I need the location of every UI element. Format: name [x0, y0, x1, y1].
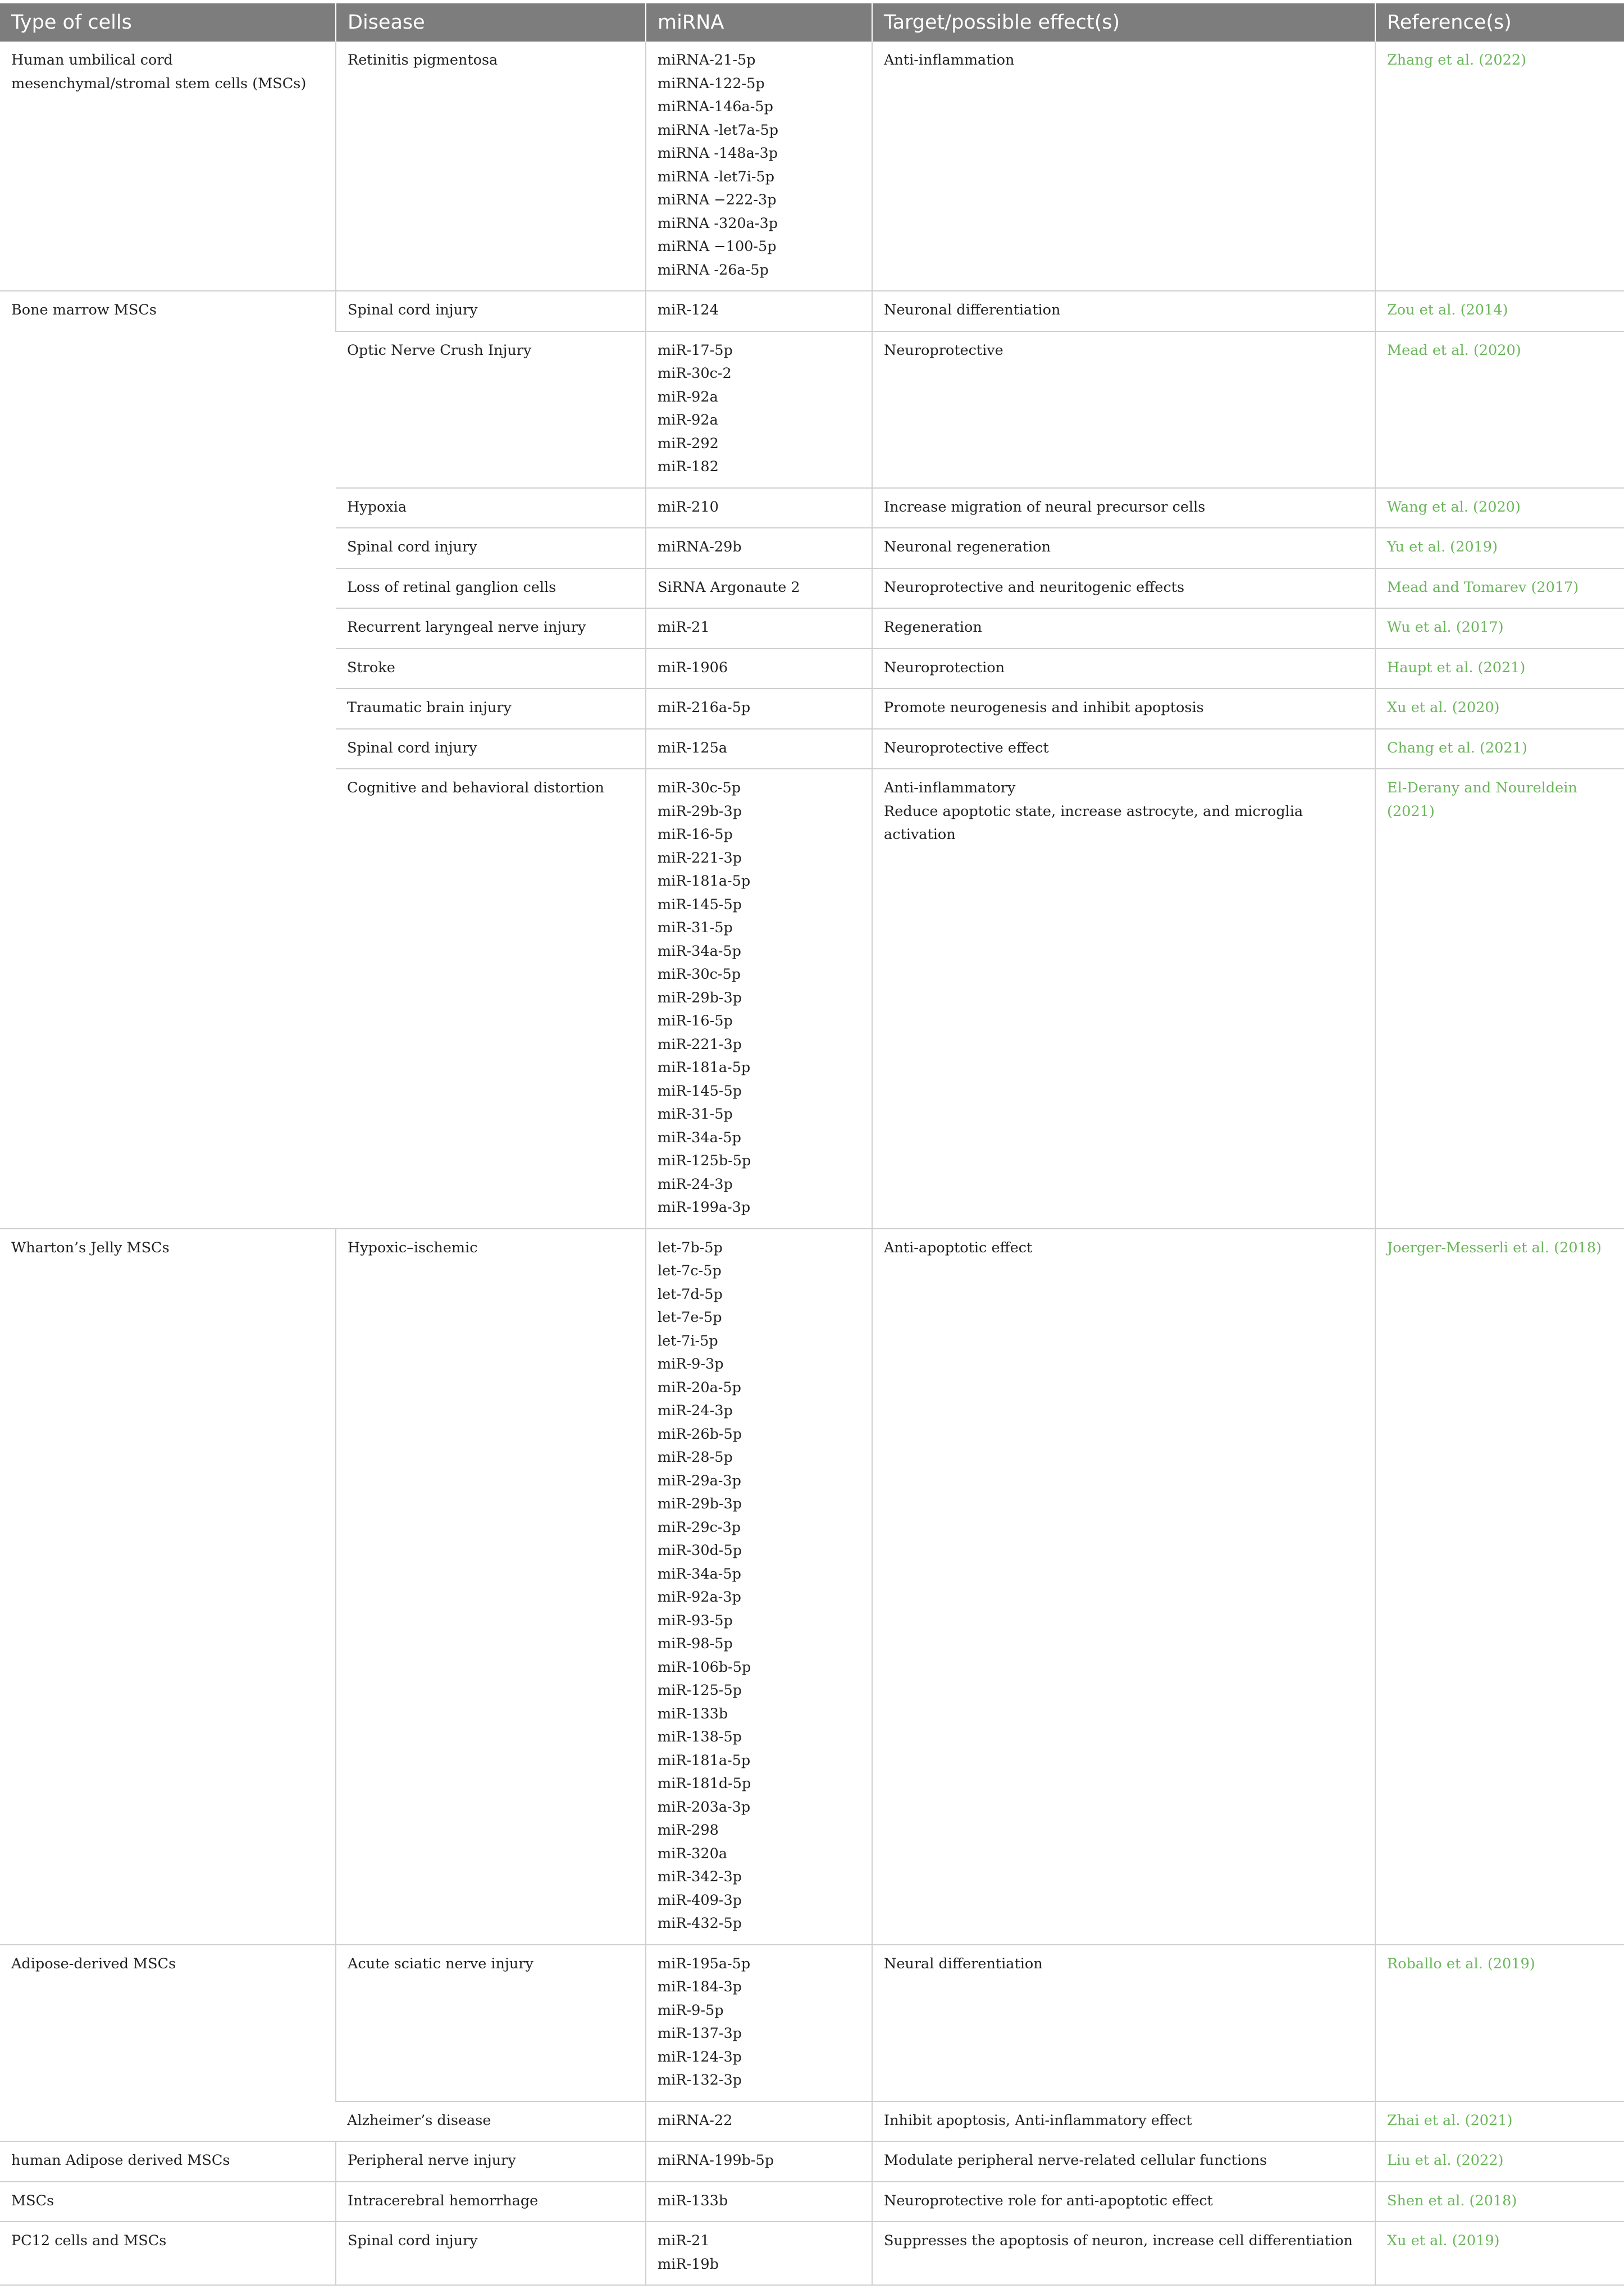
- mirna-entry: miR-182: [658, 458, 719, 475]
- cell-mirna: [646, 42, 872, 291]
- mirna-entry: miR-30c-5p: [658, 966, 741, 983]
- reference-link[interactable]: Chang et al. (2021): [1387, 739, 1527, 756]
- mirna-entry: miR-9-3p: [658, 1356, 724, 1373]
- cell-reference: [1375, 2182, 1624, 2222]
- mirna-entry: miRNA -148a-3p: [658, 145, 778, 162]
- cell-type-of-cells: Adipose-derived MSCs: [0, 1945, 336, 2142]
- cell-target-effect: [872, 528, 1375, 568]
- cell-reference: [1375, 608, 1624, 649]
- cell-disease: Hypoxia: [336, 488, 646, 528]
- cell-disease: Traumatic brain injury: [336, 688, 646, 729]
- mirna-entry: miR-221-3p: [658, 849, 742, 867]
- mirna-entry: miR-92a-3p: [658, 1589, 741, 1606]
- mirna-entry: miRNA -320a-3p: [658, 215, 778, 232]
- mirna-entry: miR-31-5p: [658, 1106, 733, 1123]
- mirna-entry: let-7e-5p: [658, 1309, 722, 1326]
- mirna-entry: let-7b-5p: [658, 1239, 723, 1256]
- table-header: [0, 3, 1624, 42]
- effect-line: Inhibit apoptosis, Anti-inflammatory effect: [884, 2112, 1192, 2129]
- header-references: Reference(s): [1375, 3, 1624, 42]
- cell-type-of-cells: Human umbilical cord mesenchymal/stromal stem cells (MSCs): [0, 42, 336, 291]
- reference-link[interactable]: Roballo et al. (2019): [1387, 1955, 1535, 1972]
- mirna-entry: miR-292: [658, 435, 719, 452]
- mirna-entry: miR-145-5p: [658, 896, 742, 913]
- mirna-entry: miR-92a: [658, 412, 718, 428]
- cell-disease: Loss of retinal ganglion cells: [336, 568, 646, 609]
- mirna-entry: miR-26b-5p: [658, 1425, 742, 1443]
- table-row: [0, 1229, 1624, 1945]
- cell-target-effect: [872, 2101, 1375, 2142]
- mirna-entry: miR-9-5p: [658, 2001, 724, 2019]
- mirna-entry: miR-298: [658, 1822, 719, 1839]
- mirna-entry: miR-16-5p: [658, 1013, 733, 1029]
- cell-disease: Spinal cord injury: [336, 729, 646, 769]
- mirna-entry: miR-133b: [658, 1705, 728, 1722]
- cell-reference: [1375, 488, 1624, 528]
- mirna-entry: miR-29b-3p: [658, 1495, 742, 1512]
- mirna-entry: miR-30c-2: [658, 365, 732, 382]
- cell-reference: [1375, 42, 1624, 291]
- mirna-entry: miR-342-3p: [658, 1868, 742, 1885]
- mirna-entry: miR-17-5p: [658, 341, 733, 359]
- effect-line: Increase migration of neural precursor cells: [884, 498, 1206, 516]
- cell-target-effect: [872, 2141, 1375, 2182]
- effect-line: Neuronal regeneration: [884, 539, 1051, 555]
- reference-link[interactable]: Zhang et al. (2022): [1387, 52, 1527, 69]
- mirna-entry: miR-24-3p: [658, 1175, 733, 1193]
- cell-target-effect: [872, 42, 1375, 291]
- mirna-entry: miR-92a: [658, 388, 718, 405]
- mirna-entry: miR-124: [658, 302, 719, 318]
- cell-target-effect: [872, 568, 1375, 609]
- mirna-entry: miR-34a-5p: [658, 1565, 741, 1583]
- effect-line: Anti-inflammation: [884, 52, 1015, 69]
- cell-mirna: [646, 528, 872, 568]
- cell-disease: Stroke: [336, 649, 646, 689]
- mirna-entry: miR-216a-5p: [658, 699, 751, 716]
- mirna-entry: miR-432-5p: [658, 1915, 742, 1932]
- cell-reference: [1375, 528, 1624, 568]
- cell-mirna: [646, 2222, 872, 2285]
- mirna-entry: miR-93-5p: [658, 1612, 733, 1629]
- cell-disease: Acute sciatic nerve injury: [336, 1945, 646, 2101]
- mirna-entry: miR-132-3p: [658, 2072, 742, 2089]
- cell-target-effect: [872, 291, 1375, 331]
- reference-link[interactable]: Mead et al. (2020): [1387, 341, 1521, 359]
- cell-mirna: [646, 608, 872, 649]
- cell-reference: [1375, 2101, 1624, 2142]
- reference-link[interactable]: Zhai et al. (2021): [1387, 2112, 1513, 2129]
- cell-disease: Retinitis pigmentosa: [336, 42, 646, 291]
- reference-link[interactable]: Zou et al. (2014): [1387, 302, 1508, 318]
- cell-disease: Hypoxic–ischemic: [336, 1229, 646, 1945]
- reference-link[interactable]: Yu et al. (2019): [1387, 539, 1498, 555]
- effect-line: Neuroprotective: [884, 341, 1003, 359]
- cell-mirna: [646, 291, 872, 331]
- cell-disease: Alzheimer’s disease: [336, 2101, 646, 2142]
- mirna-entry: miR-19b: [658, 2255, 719, 2273]
- mirna-entry: miR-181a-5p: [658, 1059, 751, 1076]
- reference-link[interactable]: El-Derany and Noureldein (2021): [1387, 779, 1577, 820]
- mirna-entry: miR-16-5p: [658, 826, 733, 843]
- cell-reference: [1375, 568, 1624, 609]
- cell-type-of-cells: Wharton’s Jelly MSCs: [0, 1229, 336, 1945]
- cell-target-effect: [872, 2222, 1375, 2285]
- mirna-entry: miR-29c-3p: [658, 1519, 741, 1536]
- reference-link[interactable]: Mead and Tomarev (2017): [1387, 578, 1579, 596]
- mirna-entry: let-7d-5p: [658, 1285, 723, 1303]
- mirna-entry: miRNA -let7a-5p: [658, 121, 779, 139]
- mirna-entry: miR-181a-5p: [658, 1752, 751, 1769]
- header-type-of-cells: Type of cells: [0, 3, 336, 42]
- cell-disease: Optic Nerve Crush Injury: [336, 331, 646, 488]
- cell-target-effect: [872, 608, 1375, 649]
- header-disease: Disease: [336, 3, 646, 42]
- mirna-entry: miRNA-29b: [658, 539, 742, 555]
- mirna-entry: miR-138-5p: [658, 1729, 742, 1745]
- cell-disease: Intracerebral hemorrhage: [336, 2182, 646, 2222]
- mirna-entry: miR-34a-5p: [658, 1129, 741, 1146]
- cell-disease: Cognitive and behavioral distortion: [336, 769, 646, 1229]
- reference-link[interactable]: Shen et al. (2018): [1387, 2192, 1517, 2209]
- reference-link[interactable]: Haupt et al. (2021): [1387, 659, 1526, 676]
- cell-reference: [1375, 1945, 1624, 2101]
- cell-reference: [1375, 2141, 1624, 2182]
- mirna-entry: miR-34a-5p: [658, 942, 741, 960]
- cell-mirna: [646, 649, 872, 689]
- cell-reference: [1375, 291, 1624, 331]
- cell-reference: [1375, 729, 1624, 769]
- cell-reference: [1375, 331, 1624, 488]
- mirna-entry: miR-124-3p: [658, 2048, 742, 2065]
- cell-mirna: [646, 2141, 872, 2182]
- table-row: [0, 42, 1624, 291]
- reference-link[interactable]: Xu et al. (2019): [1387, 2232, 1500, 2249]
- mirna-entry: miR-409-3p: [658, 1891, 742, 1909]
- cell-mirna: [646, 1945, 872, 2101]
- cell-type-of-cells: PC12 cells and MSCs: [0, 2222, 336, 2285]
- cell-reference: [1375, 2222, 1624, 2285]
- mirna-entry: miRNA-22: [658, 2112, 733, 2129]
- cell-target-effect: [872, 688, 1375, 729]
- cell-mirna: [646, 2101, 872, 2142]
- cell-type-of-cells: MSCs: [0, 2182, 336, 2222]
- mirna-entry: miR-221-3p: [658, 1036, 742, 1053]
- header-mirna: miRNA: [646, 3, 872, 42]
- mirna-entry: miR-199a-3p: [658, 1199, 751, 1216]
- effect-line: Reduce apoptotic state, increase astrocyte, and microglia activation: [884, 802, 1303, 843]
- cell-target-effect: [872, 2182, 1375, 2222]
- mirna-entry: miR-20a-5p: [658, 1379, 741, 1396]
- mirna-entry: miRNA −222-3p: [658, 191, 777, 208]
- mirna-entry: miR-1906: [658, 659, 728, 676]
- table-row: [0, 1945, 1624, 2101]
- cell-type-of-cells: human Adipose derived MSCs: [0, 2141, 336, 2182]
- mirna-entry: miR-181a-5p: [658, 873, 751, 890]
- reference-link[interactable]: Liu et al. (2022): [1387, 2152, 1504, 2169]
- mirna-entry: miR-29b-3p: [658, 802, 742, 820]
- header-row: [0, 3, 1624, 42]
- mirna-entry: miR-184-3p: [658, 1978, 742, 1995]
- cell-mirna: [646, 769, 872, 1229]
- cell-disease: Spinal cord injury: [336, 528, 646, 568]
- mirna-entry: miR-145-5p: [658, 1082, 742, 1100]
- mirna-entry: miR-203a-3p: [658, 1798, 751, 1816]
- cell-disease: Spinal cord injury: [336, 2222, 646, 2285]
- mirna-entry: miR-210: [658, 498, 719, 516]
- mirna-entry: miR-125-5p: [658, 1682, 742, 1699]
- header-target-effect: Target/possible effect(s): [872, 3, 1375, 42]
- effect-line: Anti-apoptotic effect: [884, 1239, 1033, 1256]
- mirna-entry: miR-106b-5p: [658, 1658, 751, 1676]
- cell-target-effect: [872, 1229, 1375, 1945]
- cell-reference: [1375, 769, 1624, 1229]
- mirna-entry: miRNA -26a-5p: [658, 261, 769, 279]
- table-row: [0, 291, 1624, 331]
- cell-type-of-cells: Bone marrow MSCs: [0, 291, 336, 1229]
- cell-reference: [1375, 688, 1624, 729]
- effect-line: Anti-inflammatory: [884, 779, 1016, 796]
- effect-line: Neuronal differentiation: [884, 302, 1061, 318]
- cell-mirna: [646, 1229, 872, 1945]
- mirna-entry: miRNA -let7i-5p: [658, 168, 775, 185]
- cell-mirna: [646, 568, 872, 609]
- cell-disease: Spinal cord injury: [336, 291, 646, 331]
- cell-reference: [1375, 649, 1624, 689]
- reference-link[interactable]: Wu et al. (2017): [1387, 619, 1504, 636]
- effect-line: Neural differentiation: [884, 1955, 1043, 1972]
- mirna-entry: miRNA-21-5p: [658, 52, 756, 69]
- mirna-entry: miR-133b: [658, 2192, 728, 2209]
- effect-line: Neuroprotective role for anti-apoptotic effect: [884, 2192, 1213, 2209]
- cell-mirna: [646, 488, 872, 528]
- effect-line: Neuroprotective and neuritogenic effects: [884, 578, 1185, 596]
- mirna-entry: miRNA-122-5p: [658, 75, 765, 92]
- mirna-entry: miR-29b-3p: [658, 989, 742, 1006]
- mirna-entry: miR-29a-3p: [658, 1472, 741, 1489]
- mirna-entry: miRNA-146a-5p: [658, 98, 773, 115]
- cell-mirna: [646, 331, 872, 488]
- table-row: [0, 2182, 1624, 2222]
- mirna-entry: miR-30d-5p: [658, 1542, 742, 1559]
- cell-disease: Peripheral nerve injury: [336, 2141, 646, 2182]
- cell-disease: Recurrent laryngeal nerve injury: [336, 608, 646, 649]
- effect-line: Regeneration: [884, 619, 982, 636]
- mirna-entry: miRNA-199b-5p: [658, 2152, 774, 2169]
- effect-line: Neuroprotection: [884, 659, 1005, 676]
- reference-link[interactable]: Joerger-Messerli et al. (2018): [1387, 1239, 1602, 1256]
- effect-line: Suppresses the apoptosis of neuron, increase cell differentiation: [884, 2232, 1353, 2249]
- mirna-entry: miR-24-3p: [658, 1402, 733, 1419]
- table-body: [0, 42, 1624, 2285]
- cell-reference: [1375, 1229, 1624, 1945]
- mirna-entry: miR-98-5p: [658, 1635, 733, 1652]
- reference-link[interactable]: Wang et al. (2020): [1387, 498, 1521, 516]
- mirna-entry: miR-137-3p: [658, 2025, 742, 2042]
- cell-target-effect: [872, 331, 1375, 488]
- mirna-entry: miR-125a: [658, 739, 728, 756]
- cell-mirna: [646, 729, 872, 769]
- mirna-entry: miR-195a-5p: [658, 1955, 751, 1972]
- reference-link[interactable]: Xu et al. (2020): [1387, 699, 1500, 716]
- table-row: [0, 2222, 1624, 2285]
- cell-target-effect: [872, 488, 1375, 528]
- mirna-entry: miR-21: [658, 619, 710, 636]
- mirna-entry: let-7i-5p: [658, 1332, 718, 1349]
- mirna-entry: let-7c-5p: [658, 1262, 722, 1279]
- cell-target-effect: [872, 769, 1375, 1229]
- mirna-entry: SiRNA Argonaute 2: [658, 578, 800, 596]
- mirna-entry: miR-125b-5p: [658, 1152, 751, 1169]
- mirna-entry: miR-181d-5p: [658, 1775, 751, 1792]
- mirna-entry: miR-320a: [658, 1845, 728, 1862]
- effect-line: Modulate peripheral nerve-related cellular functions: [884, 2152, 1267, 2169]
- cell-target-effect: [872, 1945, 1375, 2101]
- table-row: [0, 2141, 1624, 2182]
- mirna-entry: miR-28-5p: [658, 1449, 733, 1466]
- effect-line: Neuroprotective effect: [884, 739, 1049, 756]
- mirna-entry: miR-30c-5p: [658, 779, 741, 796]
- cell-mirna: [646, 2182, 872, 2222]
- mirna-table: [0, 3, 1624, 2286]
- mirna-entry: miRNA −100-5p: [658, 238, 777, 255]
- cell-target-effect: [872, 729, 1375, 769]
- cell-target-effect: [872, 649, 1375, 689]
- mirna-entry: miR-31-5p: [658, 919, 733, 936]
- cell-mirna: [646, 688, 872, 729]
- effect-line: Promote neurogenesis and inhibit apoptosis: [884, 699, 1204, 716]
- mirna-entry: miR-21: [658, 2232, 710, 2249]
